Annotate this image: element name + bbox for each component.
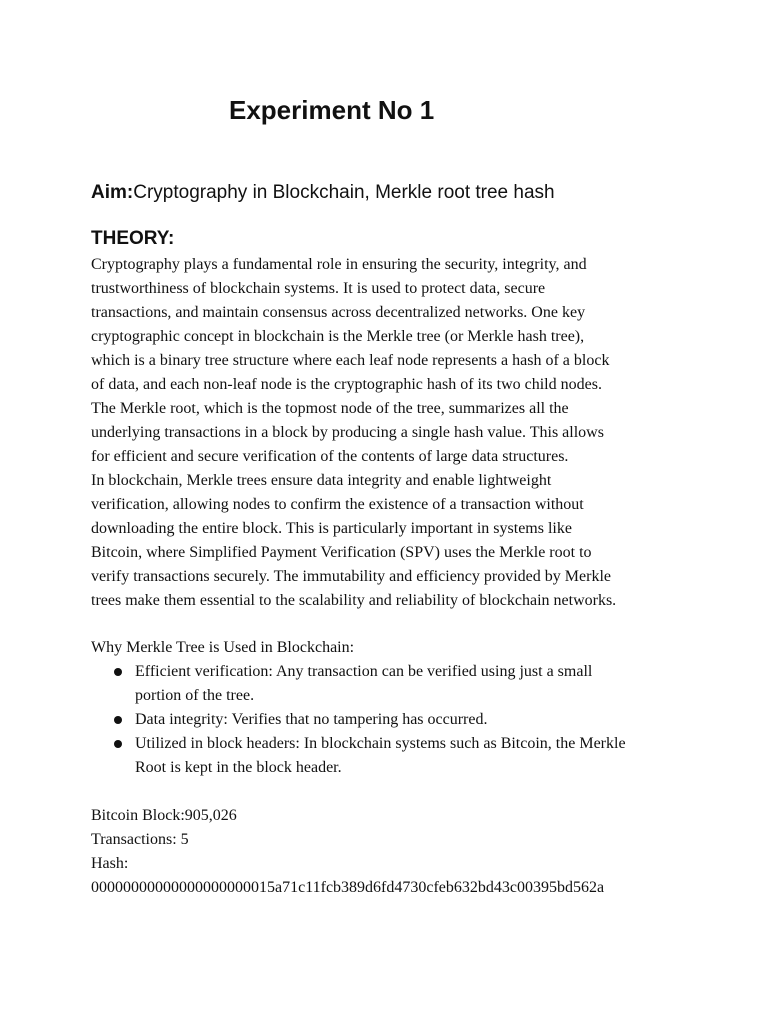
transactions-line: Transactions: 5 <box>91 831 189 848</box>
theory-line: of data, and each non-leaf node is the cryptographic hash of its two child nodes. <box>91 376 602 393</box>
theory-line: verification, allowing nodes to confirm the existence of a transaction without <box>91 496 584 513</box>
bullet-icon <box>114 716 122 724</box>
block-info <box>91 804 691 900</box>
theory-line: trees make them essential to the scalability and reliability of blockchain networks. <box>91 592 617 609</box>
bitcoin-block-line: Bitcoin Block:905,026 <box>91 807 237 824</box>
bullet-line: Efficient verification: Any transaction can be verified using just a small <box>135 663 593 680</box>
bullet-item <box>91 708 691 732</box>
bullet-icon <box>114 668 122 676</box>
bullet-item <box>91 732 691 780</box>
bullet-line: portion of the tree. <box>135 687 255 704</box>
theory-line: The Merkle root, which is the topmost node of the tree, summarizes all the <box>91 400 569 417</box>
theory-line: cryptographic concept in blockchain is the Merkle tree (or Merkle hash tree), <box>91 328 585 345</box>
page-title: Experiment No 1 <box>229 95 435 125</box>
bullet-list <box>91 660 691 780</box>
why-merkle-section <box>91 636 691 780</box>
hash-value: 00000000000000000000015a71c11fcb389d6fd4730cfeb632bd43c00395bd562a <box>91 879 605 896</box>
bullet-item <box>91 660 691 708</box>
bullet-line: Root is kept in the block header. <box>135 759 342 776</box>
theory-line: Bitcoin, where Simplified Payment Verification (SPV) uses the Merkle root to <box>91 544 592 561</box>
theory-heading: THEORY: <box>91 228 175 249</box>
theory-line: which is a binary tree structure where each leaf node represents a hash of a block <box>91 352 610 369</box>
theory-line: Cryptography plays a fundamental role in ensuring the security, integrity, and <box>91 256 587 273</box>
theory-line: verify transactions securely. The immutability and efficiency provided by Merkle <box>91 568 611 585</box>
theory-line: transactions, and maintain consensus across decentralized networks. One key <box>91 304 586 321</box>
theory-line: downloading the entire block. This is particularly important in systems like <box>91 520 572 537</box>
theory-line: trustworthiness of blockchain systems. It is used to protect data, secure <box>91 280 546 297</box>
theory-line: underlying transactions in a block by producing a single hash value. This allows <box>91 424 604 441</box>
theory-paragraph <box>91 253 691 613</box>
aim-line <box>91 180 555 206</box>
bullet-icon <box>114 740 122 748</box>
bullet-line: Data integrity: Verifies that no tampering has occurred. <box>135 711 488 728</box>
aim-text: Cryptography in Blockchain, Merkle root tree hash <box>133 182 555 203</box>
theory-line: for efficient and secure verification of the contents of large data structures. <box>91 448 569 465</box>
hash-label: Hash: <box>91 855 129 872</box>
bullet-line: Utilized in block headers: In blockchain systems such as Bitcoin, the Merkle <box>135 735 626 752</box>
why-heading: Why Merkle Tree is Used in Blockchain: <box>91 639 355 656</box>
aim-label: Aim: <box>91 182 134 203</box>
theory-line: In blockchain, Merkle trees ensure data integrity and enable lightweight <box>91 472 552 489</box>
